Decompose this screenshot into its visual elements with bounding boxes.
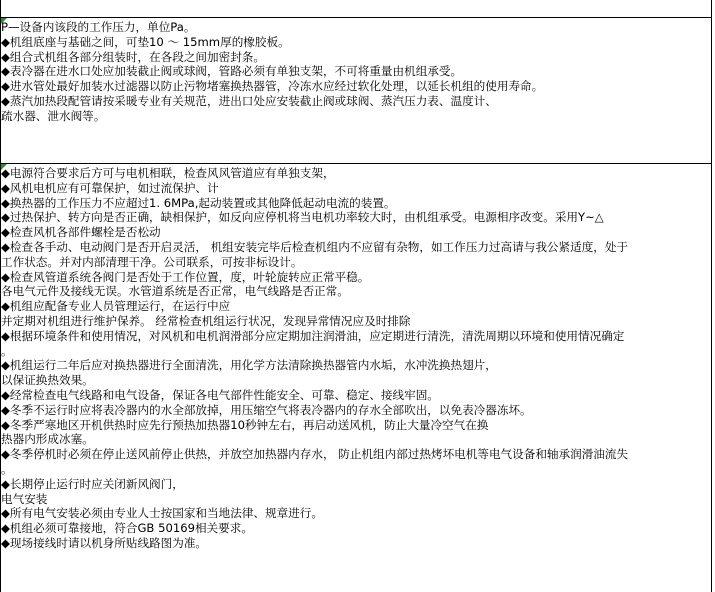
section-heading-electrical: 电气安装: [1, 491, 48, 506]
text-line: ◆长期停止运行时应关闭新风阀门，: [1, 476, 184, 491]
text-line: ◆冬季严寒地区开机供热时应先行预热加热器10秒钟左右，再启动送风机，防止大量冷空气在换: [1, 417, 489, 432]
table-row-divider-top: [0, 17, 712, 18]
text-line: ◆机组必须可靠接地，符合GB 50169相关要求。: [1, 521, 253, 536]
text-line: 并定期对机组进行维护保养。 经常检查机组运行状况，发现异常情况应及时排除: [1, 313, 411, 328]
text-line: ◆机组运行二年后应对换热器进行全面清洗，用化学方法清除换热器管内水垢，水冲洗换热翅片，: [1, 358, 497, 373]
text-line: ◆换热器的工作压力不应超过1. 6MPa,起动装置或其他降低起动电流的装置。: [1, 195, 396, 210]
text-line: ◆现场接线时请以机身所贴线路图为准。: [1, 535, 208, 550]
text-line: ◆经常检查电气线路和电气设备，保证各电气部件性能安全、可靠、稳定、接线牢固。: [1, 387, 439, 402]
text-line: ◆机组应配备专业人员管理运行，在运行中应: [1, 299, 231, 314]
text-line: ◆过热保护、转方向是否正确，缺相保护，如反向应停机将当电机功率较大时，由机组承受。电源相序改变。采用Y~△: [1, 210, 604, 225]
table-row-divider-middle: [0, 163, 712, 164]
text-line: 。: [1, 461, 13, 476]
text-line: ◆蒸汽加热段配管请按采暖专业有关规范，进出口处应安装截止阀或球阀、蒸汽压力表、温度计、: [1, 93, 497, 108]
text-line: ◆冬季停机时必须在停止送风前停止供热，并放空加热器内存水， 防止机组内部过热烤坏电机等电气设备和轴承润滑油流失: [1, 447, 629, 462]
text-line: ◆表冷器在进水口处应加装截止阀或球阀，管路必须有单独支架，不可将重量由机组承受。: [1, 64, 463, 79]
text-line: 热器内形成冰塞。: [1, 432, 94, 447]
text-line: ◆组合式机组各部分组装时，在各段之间加密封条。: [1, 49, 265, 64]
text-line: ◆机组底座与基础之间，可垫10 ～ 15mm厚的橡胶板。: [1, 34, 290, 49]
text-line: ◆进水管处最好加装水过滤器以防止污物堵塞换热器管，冷冻水应经过软化处理，以延长机组的使用寿命。: [1, 79, 544, 94]
text-line: ◆冬季不运行时应将表冷器内的水全部放掉，用压缩空气将表冷器内的存水全部吹出，以免表冷器冻坏。: [1, 402, 532, 417]
text-line: ◆所有电气安装必须由专业人士按国家和当地法律、规章进行。: [1, 506, 323, 521]
text-line: P—设备内该段的工作压力，单位Pa。: [1, 20, 196, 34]
text-line: ◆风机电机应有可靠保护，如过流保护、计: [1, 180, 219, 195]
section-operation-maintenance: [1, 166, 707, 551]
text-line: 疏水器、泄水阀等。: [1, 108, 106, 123]
text-line: ◆检查风管道系统各阀门是否处于工作位置，度，叶轮旋转应正常平稳。: [1, 269, 370, 284]
text-line: 各电气元件及接线无误。水管道系统是否正常，电气线路是否正常。: [1, 284, 349, 299]
text-line: ◆根据环境条件和使用情况，对风机和电机润滑部分应定期加注润滑油，应定期进行清洗，清洗周期以环境和使用情况确定: [1, 328, 625, 343]
text-line: 以保证换热效果。: [1, 373, 94, 388]
text-line: ◆检查风机各部件螺栓是否松动: [1, 225, 161, 240]
text-line: 工作状态。并对内部清理干净。公司联系，可按非标设计。: [1, 254, 303, 269]
text-line: ◆检查各手动、电动阀门是否开启灵活， 机组安装完毕后检查机组内不应留有杂物，如工作压力过高请与我公紧适度，处于: [1, 239, 629, 254]
text-line: 。: [1, 343, 13, 358]
text-line: ◆电源符合要求后方可与电机相联，检查风风管道应有单独支架，: [1, 166, 335, 180]
section-installation-notes: [1, 20, 707, 124]
